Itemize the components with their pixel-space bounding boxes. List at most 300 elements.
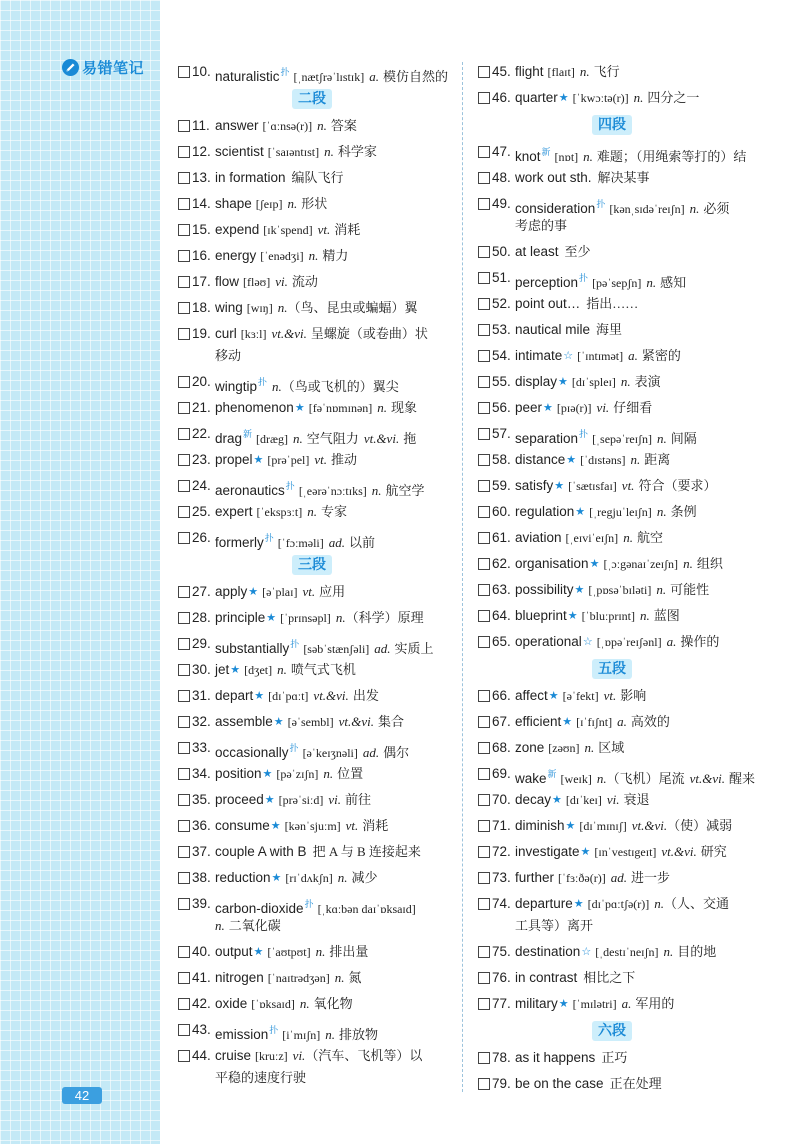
phonetic: [ˌsepəˈreɪʃn] [592,432,653,446]
vocab-entry [478,345,746,367]
entry-line [215,763,446,785]
part-of-speech: vi. [275,274,288,289]
part-of-speech: a. [617,714,627,729]
headword: output [215,944,253,959]
entry-body [215,789,446,811]
headword: flight [515,64,544,79]
part-of-speech: n. [315,944,326,959]
checkbox[interactable] [478,558,490,570]
definition: 工具等）离开 [515,918,594,933]
checkbox[interactable] [178,742,190,754]
vocab-entry [178,245,446,267]
checkbox[interactable] [478,376,490,388]
entry-body [215,711,446,733]
part-of-speech: n. [277,300,288,315]
star-icon: ★ [273,716,284,728]
phonetic: [ɪˈfɪʃnt] [576,715,613,729]
vocab-entry [478,475,746,497]
entry-body [515,267,746,289]
checkbox[interactable] [178,328,190,340]
checkbox[interactable] [178,1050,190,1062]
entry-number: 13. [192,170,211,185]
vocab-entry [478,501,746,523]
level-tag: 扑 [579,273,589,283]
entry-line [515,475,746,497]
vocab-entry [178,633,446,655]
checkbox[interactable] [478,506,490,518]
part-of-speech: vi. [606,792,620,807]
checkbox[interactable] [178,224,190,236]
vocab-entry [178,167,446,189]
checkbox[interactable] [478,92,490,104]
checkbox[interactable] [178,276,190,288]
headword: military [515,996,558,1011]
entry-line [215,711,446,733]
checkbox[interactable] [178,532,190,544]
entry-number: 40. [192,944,211,959]
entry-line [215,607,446,629]
checkbox[interactable] [478,898,490,910]
definition: 减少 [351,870,378,885]
definition: 难题；（用绳索等打的）结 [596,149,747,164]
checkbox[interactable] [178,480,190,492]
part-of-speech: ad. [374,641,391,656]
entry-body [515,193,746,237]
entry-line [515,293,746,315]
headword: at least [515,244,559,259]
checkbox[interactable] [178,690,190,702]
definition: 醒来 [729,771,756,786]
checkbox[interactable] [178,428,190,440]
checkbox[interactable] [178,998,190,1010]
checkbox[interactable] [178,664,190,676]
star-icon: ★ [565,820,576,832]
vocab-entry [478,893,746,937]
vocab-entry [478,1047,746,1069]
entry-body [515,815,746,837]
star-icon: ★ [589,558,600,570]
part-of-speech: n. [583,149,593,164]
star-icon: ★ [270,820,281,832]
checkbox[interactable] [478,146,490,158]
checkbox[interactable] [478,716,490,728]
definition: 集合 [378,714,405,729]
entry-number: 28. [192,610,211,625]
entry-body [215,893,446,937]
entry-body [215,1019,446,1041]
checkbox[interactable] [178,846,190,858]
part-of-speech: vt.&vi. [363,431,400,446]
definition: 精力 [322,248,349,263]
checkbox[interactable] [178,146,190,158]
entry-line [515,167,746,189]
star-icon: ★ [573,898,584,910]
checkbox[interactable] [478,272,490,284]
star-icon: ★ [562,716,573,728]
checkbox[interactable] [478,972,490,984]
phonetic: [ˌeərəˈnɔːtɪks] [298,484,367,498]
phonetic: [ˈnaɪtrədʒən] [267,971,330,985]
phonetic: [pəˈzɪʃn] [276,767,319,781]
headword: quarter [515,90,558,105]
vocab-entry [178,423,446,445]
star-icon: ★ [548,690,559,702]
definition: 距离 [644,452,671,467]
checkbox[interactable] [478,1078,490,1090]
entry-number: 55. [492,374,511,389]
checkbox[interactable] [478,66,490,78]
checkbox[interactable] [478,298,490,310]
checkbox[interactable] [178,198,190,210]
part-of-speech: a. [369,69,379,84]
checkbox[interactable] [178,376,190,388]
vocab-entry [178,193,446,215]
definition: 平稳的速度行驶 [215,1070,307,1085]
definition: 排放物 [339,1027,379,1042]
part-of-speech: n. [584,740,595,755]
checkbox[interactable] [478,480,490,492]
part-of-speech: n. [656,504,667,519]
phonetic: [dɪˈpɑːtʃə(r)] [587,897,650,911]
entry-line [515,527,746,549]
checkbox[interactable] [478,742,490,754]
phonetic: [pɪə(r)] [556,401,592,415]
entry-line [515,967,746,989]
entry-number: 70. [492,792,511,807]
phonetic: [ˈɑːnsə(r)] [262,119,313,133]
checkbox[interactable] [478,690,490,702]
headword: phenomenon [215,400,294,415]
entry-number: 78. [492,1050,511,1065]
headword: aviation [515,530,562,545]
entry-line [215,941,446,963]
checkbox[interactable] [478,636,490,648]
vocab-entry [478,527,746,549]
part-of-speech: n. [325,1027,336,1042]
entry-number: 30. [192,662,211,677]
checkbox[interactable] [478,584,490,596]
part-of-speech: vt.&vi. [313,688,349,703]
definition: 形状 [301,196,328,211]
part-of-speech: n. [293,431,303,446]
checkbox[interactable] [478,872,490,884]
entry-body [215,633,446,655]
headword: jet [215,662,230,677]
checkbox[interactable] [478,532,490,544]
part-of-speech: n. [630,452,641,467]
entry-line [515,449,746,471]
entry-number: 52. [492,296,511,311]
headword: regulation [515,504,575,519]
level-tag: 扑 [596,199,606,209]
headword: nautical mile [515,322,591,337]
part-of-speech: n. [317,118,327,133]
definition: 至少 [564,244,591,259]
headword: in contrast [515,970,578,985]
entry-body [515,1047,746,1069]
part-of-speech: n. [620,374,631,389]
level-tag: 新 [541,147,551,157]
phonetic: [nɒt] [554,150,579,164]
checkbox[interactable] [478,820,490,832]
part-of-speech: n. [689,201,700,216]
vocab-entry [178,659,446,681]
part-of-speech: n. [657,431,667,446]
checkbox[interactable] [178,120,190,132]
phonetic: [ˌeɪviˈeɪʃn] [565,531,619,545]
entry-number: 43. [192,1022,211,1037]
entry-number: 51. [492,270,511,285]
definition: （汽车、飞机等）以 [305,1048,423,1063]
checkbox[interactable] [478,324,490,336]
entry-number: 16. [192,248,211,263]
entry-body [515,579,746,601]
checkbox[interactable] [478,946,490,958]
vocab-entry [178,219,446,241]
checkbox[interactable] [478,454,490,466]
checkbox[interactable] [478,768,490,780]
checkbox[interactable] [178,402,190,414]
headword: position [215,766,262,781]
checkbox[interactable] [478,350,490,362]
part-of-speech: n. [579,64,590,79]
checkbox[interactable] [178,612,190,624]
checkbox[interactable] [478,998,490,1010]
phonetic: [wɪŋ] [246,301,273,315]
headword: zone [515,740,545,755]
headword: blueprint [515,608,567,623]
entry-body [215,167,446,189]
headword: departure [515,896,573,911]
entry-line-continued [515,215,746,237]
star-icon: ★ [254,690,265,702]
checkbox[interactable] [178,638,190,650]
definition: 相比之下 [583,970,636,985]
checkbox[interactable] [178,586,190,598]
entry-line [515,1047,746,1069]
definition: （飞机）尾流 [606,771,685,786]
part-of-speech: vt.&vi. [338,714,375,729]
headword: wake [515,771,547,786]
entry-number: 69. [492,766,511,781]
definition: 间隔 [670,431,697,446]
star-icon: ★ [575,506,586,518]
entry-line [515,371,746,393]
star-icon: ★ [567,610,578,622]
part-of-speech: n. [371,483,382,498]
checkbox[interactable] [178,506,190,518]
vocab-entry [478,241,746,263]
entry-line [515,867,746,889]
entry-line [515,141,746,163]
entry-number: 62. [492,556,511,571]
part-of-speech: n. [334,970,345,985]
phonetic: [ɪkˈspend] [263,223,313,237]
entry-body [215,737,446,759]
definition: 进一步 [630,870,670,885]
phonetic: [əˈfekt] [562,689,599,703]
checkbox[interactable] [478,846,490,858]
definition: 消耗 [362,818,389,833]
headword: scientist [215,144,264,159]
entry-number: 49. [492,196,511,211]
entry-line [215,867,446,889]
definition: 答案 [330,118,357,133]
phonetic: [flaɪt] [547,65,575,79]
definition: （鸟或飞机的）翼尖 [281,379,399,394]
part-of-speech: n. [646,275,657,290]
entry-line [515,87,746,109]
entry-body [215,685,446,707]
phonetic: [ˈdɪstəns] [580,453,626,467]
part-of-speech: vi. [328,792,341,807]
definition: 条例 [670,504,697,519]
entry-number: 72. [492,844,511,859]
entry-number: 23. [192,452,211,467]
star-icon: ★ [574,584,585,596]
vocab-entry [478,631,746,653]
entry-line [515,397,746,419]
definition: 空气阻力 [306,431,359,446]
star-icon: ★ [253,454,264,466]
checkbox[interactable] [178,872,190,884]
headword: propel [215,452,253,467]
level-tag: 新 [547,769,557,779]
headword: separation [515,431,579,446]
checkbox[interactable] [178,250,190,262]
headword: assemble [215,714,273,729]
checkbox[interactable] [178,66,190,78]
definition: 实质上 [394,641,434,656]
entry-line [215,633,446,655]
vocab-entry [478,605,746,627]
checkbox[interactable] [478,428,490,440]
entry-body [515,345,746,367]
headword: destination [515,944,581,959]
checkbox[interactable] [478,610,490,622]
phonetic: [fləʊ] [243,275,271,289]
checkbox[interactable] [478,794,490,806]
headword: nitrogen [215,970,264,985]
checkbox[interactable] [478,246,490,258]
entry-number: 34. [192,766,211,781]
entry-number: 42. [192,996,211,1011]
vocab-entry [478,61,746,83]
phonetic: [ˈɒksaɪd] [251,997,295,1011]
part-of-speech: n. [654,896,664,911]
part-of-speech: n. [308,248,319,263]
vocab-entry [478,193,746,237]
vocab-entry [178,449,446,471]
checkbox[interactable] [178,1024,190,1036]
vocab-entry [178,607,446,629]
part-of-speech: n. [287,196,298,211]
entry-number: 35. [192,792,211,807]
part-of-speech: vt.&vi. [689,771,726,786]
entry-number: 68. [492,740,511,755]
vocab-entry [178,789,446,811]
entry-line [215,423,446,445]
entry-body [215,297,446,319]
entry-body [515,501,746,523]
sidebar [0,0,160,1144]
entry-body [215,763,446,785]
checkbox[interactable] [478,402,490,414]
phonetic: [dɪˈkeɪ] [565,793,602,807]
entry-line [515,893,746,915]
definition: 高效的 [630,714,670,729]
checkbox[interactable] [178,454,190,466]
headword: further [515,870,555,885]
entry-number: 39. [192,896,211,911]
entry-line [215,219,446,241]
phonetic: [ˈkwɔːtə(r)] [572,91,629,105]
definition: 海里 [596,322,623,337]
part-of-speech: n. [307,504,317,519]
entry-number: 76. [492,970,511,985]
entry-line-continued [215,1067,446,1089]
definition: 位置 [337,766,364,781]
entry-body [515,527,746,549]
checkbox[interactable] [178,768,190,780]
checkbox[interactable] [178,946,190,958]
definition: 把 A 与 B 连接起来 [312,844,421,859]
checkbox[interactable] [178,972,190,984]
checkbox[interactable] [178,172,190,184]
checkbox[interactable] [178,820,190,832]
headword: satisfy [515,478,554,493]
checkbox[interactable] [178,716,190,728]
checkbox[interactable] [178,898,190,910]
level-tag: 扑 [264,533,274,543]
checkbox[interactable] [178,794,190,806]
entry-body [215,941,446,963]
definition: 四分之一 [647,90,700,105]
vocab-entry [478,397,746,419]
definition: 呈螺旋（或卷曲）状 [310,326,428,341]
entry-body [515,841,746,863]
part-of-speech: a. [666,634,677,649]
checkbox[interactable] [478,198,490,210]
entry-body [515,371,746,393]
headword: display [515,374,558,389]
headword: wingtip [215,379,258,394]
star-icon: ★ [271,872,282,884]
entry-line [215,397,446,419]
headword: efficient [515,714,562,729]
part-of-speech: vi. [292,1048,306,1063]
checkbox[interactable] [478,1052,490,1064]
checkbox[interactable] [178,302,190,314]
phonetic: [kənˌsɪdəˈreɪʃn] [609,202,685,216]
entry-line [515,553,746,575]
headword: shape [215,196,252,211]
entry-line [515,319,746,341]
entry-line [515,579,746,601]
checkbox[interactable] [478,172,490,184]
definition: 目的地 [677,944,717,959]
definition: 航空 [636,530,663,545]
phonetic: [ˈekspɜːt] [256,505,303,519]
entry-body [515,397,746,419]
entry-body [215,61,446,83]
phonetic: [rɪˈdʌkʃn] [285,871,333,885]
entry-number: 66. [492,688,511,703]
entry-body [515,867,746,889]
phonetic: [prəˈpel] [267,453,310,467]
part-of-speech: ad. [328,535,346,550]
headword: couple A with B [215,844,307,859]
